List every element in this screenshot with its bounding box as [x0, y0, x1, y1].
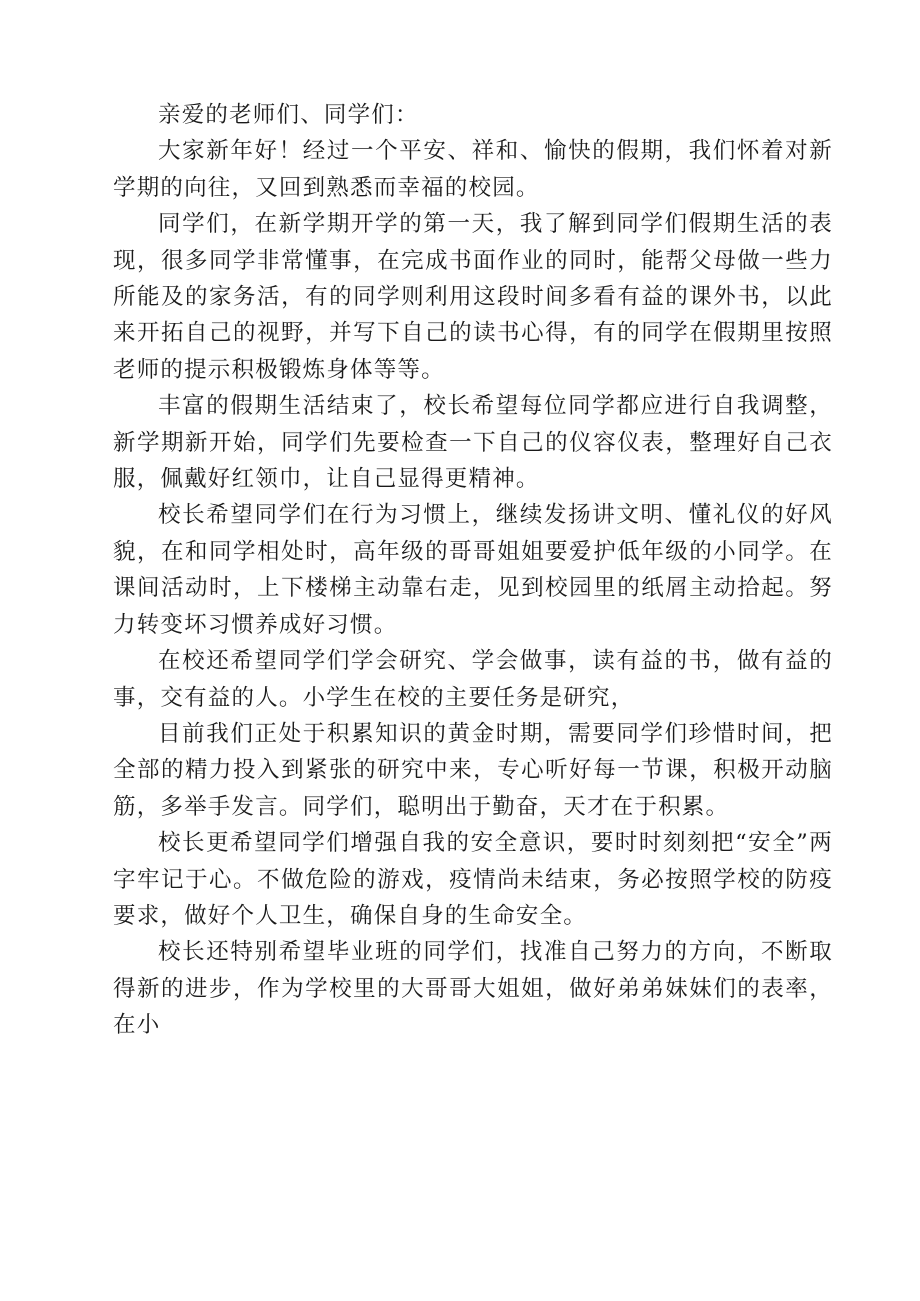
paragraph-safety: 校长更希望同学们增强自我的安全意识，要时时刻刻把“安全”两字牢记于心。不做危险的游戏，疫情尚未结束，务必按照学校的防疫要求，做好个人卫生，确保自身的生命安全。: [113, 830, 833, 929]
paragraph-holiday-life: 同学们，在新学期开学的第一天，我了解到同学们假期生活的表现，很多同学非常懂事，在完成书面作业的同时，能帮父母做一些力所能及的家务活，有的同学则利用这段时间多看有益的课外书，以此来开拓自己的视野，并写下自己的读书心得，有的同学在假期里按照老师的提示积极锻炼身体等等。: [113, 211, 833, 383]
paragraph-new-year: 大家新年好！经过一个平安、祥和、愉快的假期，我们怀着对新学期的向往，又回到熟悉而幸福的校园。: [113, 138, 833, 201]
paragraph-golden-time: 目前我们正处于积累知识的黄金时期，需要同学们珍惜时间，把全部的精力投入到紧张的研究中来，专心听好每一节课，积极开动脑筋，多举手发言。同学们，聪明出于勤奋，天才在于积累。: [113, 720, 833, 820]
paragraph-graduating-class: 校长还特别希望毕业班的同学们，找准自己努力的方向，不断取得新的进步，作为学校里的大哥哥大姐姐，做好弟弟妹妹们的表率，在小: [113, 939, 833, 1039]
paragraph-study: 在校还希望同学们学会研究、学会做事，读有益的书，做有益的事，交有益的人。小学生在校的主要任务是研究，: [113, 648, 833, 711]
greeting-line: 亲爱的老师们、同学们：: [158, 102, 419, 128]
paragraph-behavior-habits: 校长希望同学们在行为习惯上，继续发扬讲文明、懂礼仪的好风貌，在和同学相处时，高年级的哥哥姐姐要爱护低年级的小同学。在课间活动时，上下楼梯主动靠右走，见到校园里的纸屑主动拾起。努力转变坏习惯养成好习惯。: [113, 502, 833, 638]
paragraph-self-adjustment: 丰富的假期生活结束了，校长希望每位同学都应进行自我调整，新学期新开始，同学们先要检查一下自己的仪容仪表，整理好自己衣服，佩戴好红领巾，让自己显得更精神。: [113, 393, 833, 493]
speech-body: [113, 97, 833, 1044]
